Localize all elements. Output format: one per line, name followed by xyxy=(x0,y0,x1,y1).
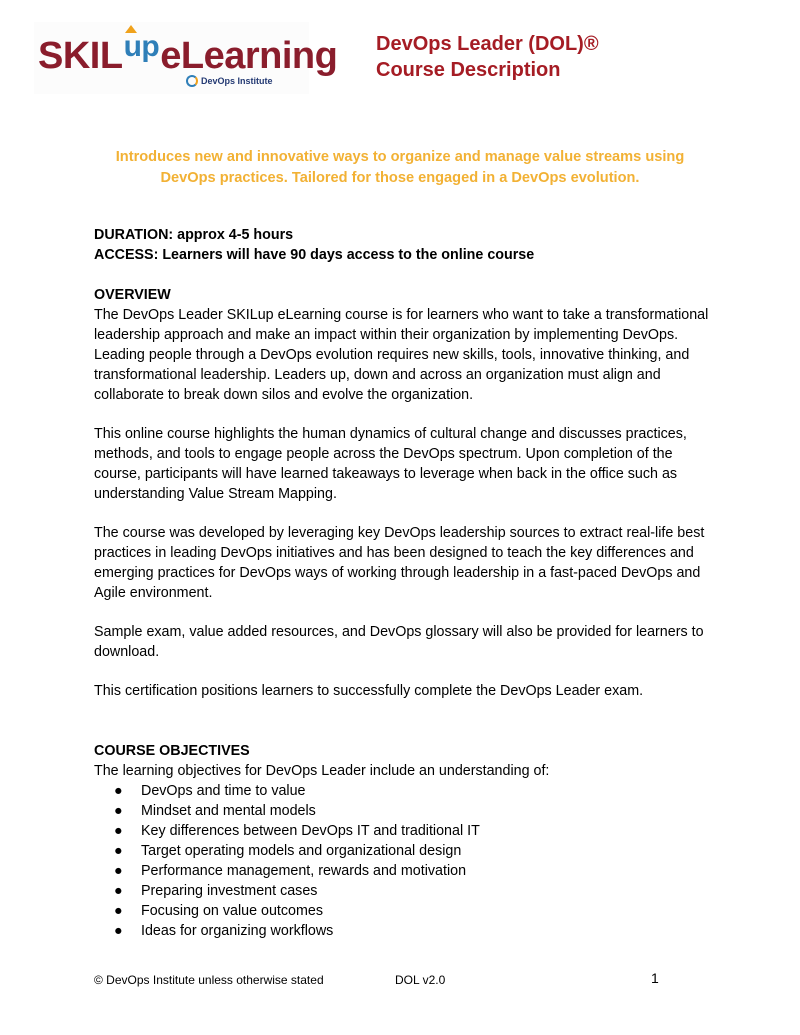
list-item: ● Focusing on value outcomes xyxy=(114,903,323,919)
overview-paragraph-3: The course was developed by leveraging key DevOps leadership sources to extract real-life best practices in leading DevOps initiatives and has been designed to teach the key differences and emerging practices for DevOps ways of working through leadership in a fast-paced DevOps and Agile environment. xyxy=(94,525,705,601)
overview-paragraph-2: This online course highlights the human dynamics of cultural change and discusses practices, methods, and tools to engage people across the DevOps spectrum. Upon completion of the course, participants will have learned takeaways to leverage when back in the office such as understanding Value Stream Mapping. xyxy=(94,426,687,502)
bullet-icon: ● xyxy=(114,923,123,939)
document-title xyxy=(376,31,599,83)
list-item: ● Preparing investment cases xyxy=(114,883,318,899)
overview-heading: OVERVIEW xyxy=(94,287,171,303)
logo-wordmark: $SKIL^{up}eLearning$ xyxy=(38,30,338,77)
page-number: 1 xyxy=(651,970,659,986)
bullet-icon: ● xyxy=(114,783,123,799)
objectives-section xyxy=(94,741,714,941)
objectives-list xyxy=(94,781,714,941)
overview-paragraph-5-block xyxy=(94,681,714,701)
objectives-heading: COURSE OBJECTIVES xyxy=(94,743,250,759)
list-item: ● Ideas for organizing workflows xyxy=(114,923,334,939)
duration-line: DURATION: approx 4-5 hours xyxy=(94,227,294,243)
bullet-icon: ● xyxy=(114,883,123,899)
overview-paragraph-1: The DevOps Leader SKILup eLearning course is for learners who want to take a transformational leadership approach and make an impact within their organization by implementing DevOps. Leading people through a DevOps evolution requires new skills, tools, innovative thinking, and transformational leadership. Leaders up, down and across an organization must align and collaborate to break down silos and evolve the organization. xyxy=(94,307,709,403)
title-line-1: DevOps Leader (DOL)® xyxy=(376,33,599,55)
overview-paragraph-5: This certification positions learners to successfully complete the DevOps Leader exam. xyxy=(94,683,644,699)
bullet-icon: ● xyxy=(114,843,123,859)
objectives-intro: The learning objectives for DevOps Leader include an understanding of: xyxy=(94,763,550,779)
list-item: ● Key differences between DevOps IT and traditional IT xyxy=(114,823,480,839)
bullet-icon: ● xyxy=(114,903,123,919)
list-item: ● DevOps and time to value xyxy=(114,783,306,799)
list-item: ● Performance management, rewards and motivation xyxy=(114,863,467,879)
tagline-line-2: DevOps practices. Tailored for those engaged in a DevOps evolution. xyxy=(160,170,640,186)
devops-institute-badge: DevOps Institute xyxy=(186,75,273,87)
tagline-line-1: Introduces new and innovative ways to organize and manage value streams using xyxy=(115,149,685,165)
bullet-icon: ● xyxy=(114,863,123,879)
overview-paragraph-2-block xyxy=(94,424,714,504)
overview-paragraph-3-block xyxy=(94,523,714,603)
overview-section xyxy=(94,285,714,405)
course-tagline xyxy=(80,147,720,189)
skilup-elearning-logo xyxy=(34,22,338,94)
bullet-icon: ● xyxy=(114,803,123,819)
access-line: ACCESS: Learners will have 90 days access to the online course xyxy=(94,247,535,263)
bullet-icon: ● xyxy=(114,823,123,839)
list-item: ● Target operating models and organizational design xyxy=(114,843,462,859)
overview-paragraph-4-block xyxy=(94,622,714,662)
overview-paragraph-4: Sample exam, value added resources, and DevOps glossary will also be provided for learners to download. xyxy=(94,624,704,660)
list-item: ● Mindset and mental models xyxy=(114,803,316,819)
footer-version: DOL v2.0 xyxy=(395,973,446,987)
title-line-2: Course Description xyxy=(376,59,561,81)
course-details xyxy=(94,225,714,265)
devops-institute-icon xyxy=(186,75,198,87)
footer-copyright: © DevOps Institute unless otherwise stated xyxy=(94,973,324,987)
